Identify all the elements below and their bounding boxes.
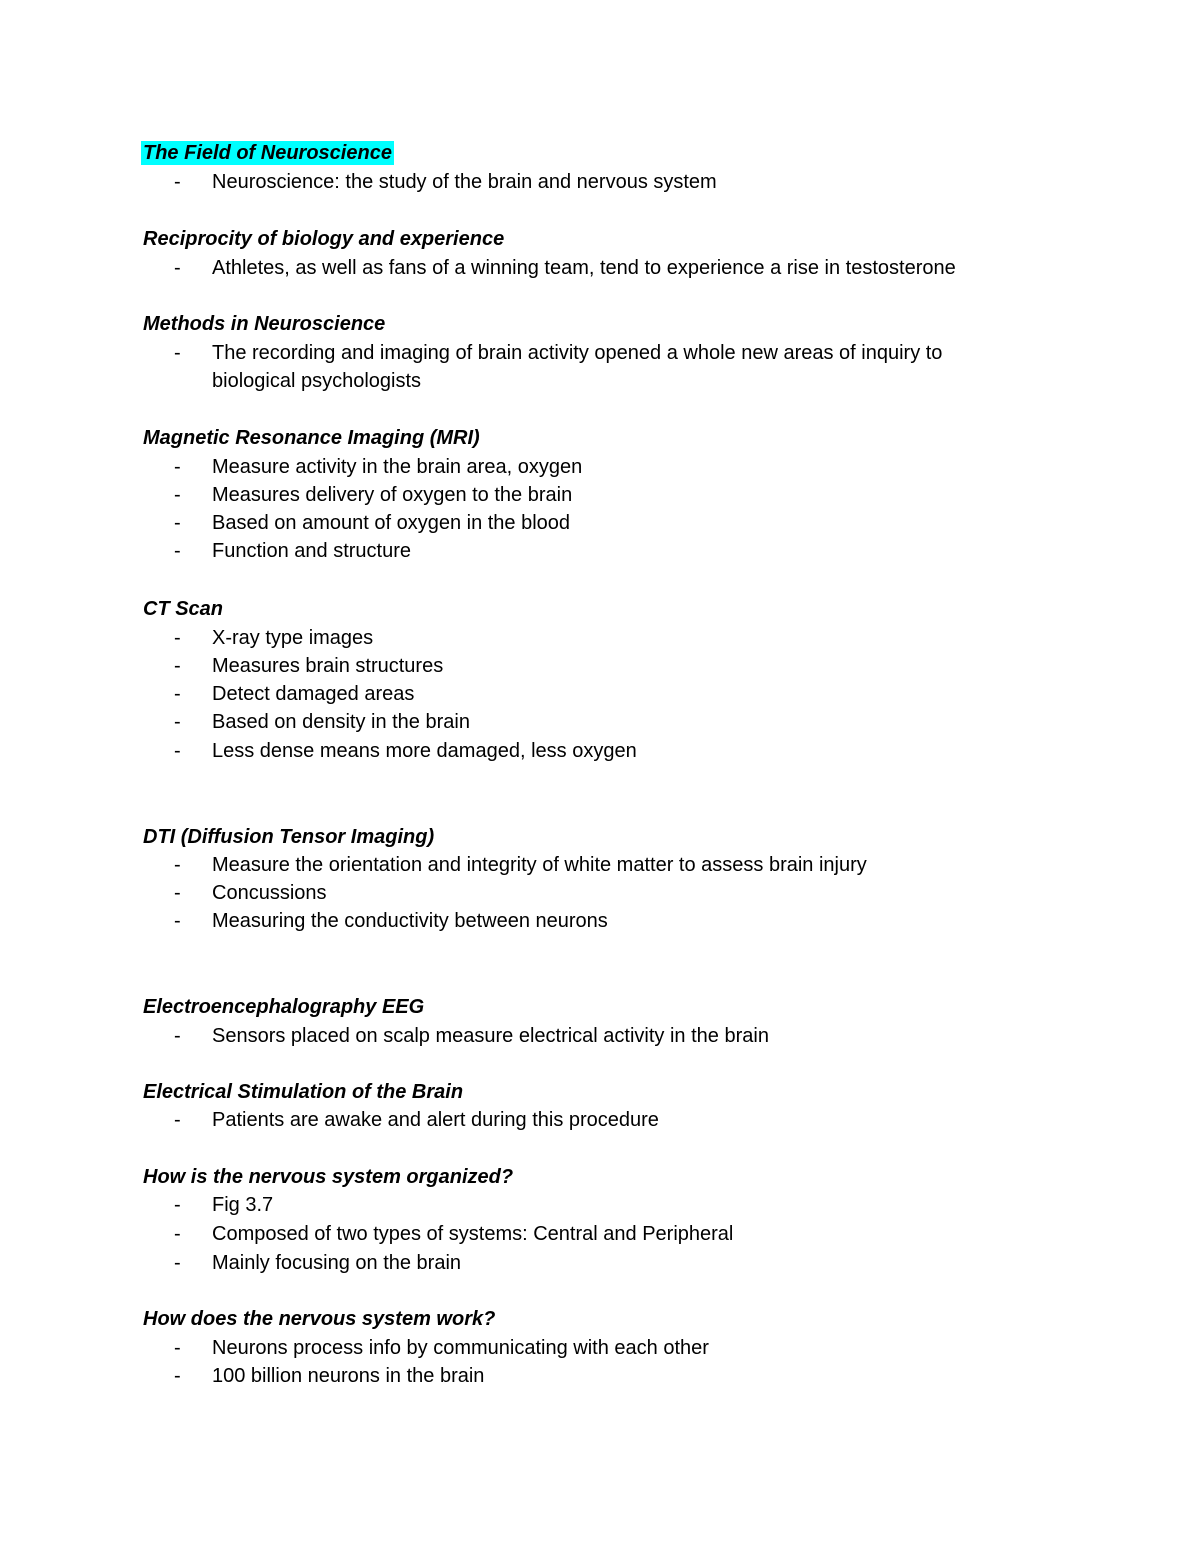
bullet-dash: - [174, 1109, 181, 1131]
section-heading: How does the nervous system work? [143, 1308, 496, 1330]
list-item-text: The recording and imaging of brain activity opened a whole new areas of inquiry to [212, 342, 943, 364]
list-item-text: Fig 3.7 [212, 1194, 274, 1216]
bullet-dash: - [174, 257, 181, 279]
bullet-dash: - [174, 711, 181, 733]
list-item-text: Neurons process info by communicating with each other [212, 1337, 709, 1359]
bullet-dash: - [174, 1365, 181, 1387]
section-heading: The Field of Neuroscience [143, 142, 392, 164]
list-item-text: Based on amount of oxygen in the blood [212, 512, 571, 534]
bullet-dash: - [174, 1252, 181, 1274]
section-heading: Reciprocity of biology and experience [143, 228, 505, 250]
bullet-dash: - [174, 342, 181, 364]
list-item-text: X-ray type images [212, 627, 374, 649]
list-item-text: biological psychologists [212, 370, 422, 392]
section-heading: How is the nervous system organized? [143, 1166, 514, 1188]
bullet-dash: - [174, 171, 181, 193]
list-item-text: Measuring the conductivity between neurons [212, 910, 608, 932]
list-item-text: Composed of two types of systems: Central and Peripheral [212, 1223, 734, 1245]
list-item-text: Measure activity in the brain area, oxygen [212, 456, 583, 478]
section-heading: CT Scan [143, 598, 224, 620]
bullet-dash: - [174, 1194, 181, 1216]
section-heading: Electrical Stimulation of the Brain [143, 1081, 464, 1103]
bullet-dash: - [174, 627, 181, 649]
list-item-text: Measures delivery of oxygen to the brain [212, 484, 573, 506]
bullet-dash: - [174, 456, 181, 478]
list-item-text: Mainly focusing on the brain [212, 1252, 462, 1274]
bullet-dash: - [174, 910, 181, 932]
list-item-text: Detect damaged areas [212, 683, 415, 705]
list-item-text: Based on density in the brain [212, 711, 470, 733]
list-item-text: Neuroscience: the study of the brain and nervous system [212, 171, 717, 193]
list-item-text: Function and structure [212, 540, 411, 562]
section-heading: Electroencephalography EEG [143, 996, 425, 1018]
list-item-text: Less dense means more damaged, less oxygen [212, 740, 637, 762]
section-heading: DTI (Diffusion Tensor Imaging) [143, 826, 435, 848]
list-item-text: Measure the orientation and integrity of white matter to assess brain injury [212, 854, 867, 876]
bullet-dash: - [174, 655, 181, 677]
bullet-dash: - [174, 683, 181, 705]
bullet-dash: - [174, 484, 181, 506]
bullet-dash: - [174, 1337, 181, 1359]
list-item-text: Measures brain structures [212, 655, 444, 677]
section-heading: Methods in Neuroscience [143, 313, 386, 335]
bullet-dash: - [174, 854, 181, 876]
section-heading: Magnetic Resonance Imaging (MRI) [143, 427, 480, 449]
bullet-dash: - [174, 512, 181, 534]
bullet-dash: - [174, 1025, 181, 1047]
list-item-text: Sensors placed on scalp measure electrical activity in the brain [212, 1025, 769, 1047]
bullet-dash: - [174, 1223, 181, 1245]
bullet-dash: - [174, 882, 181, 904]
bullet-dash: - [174, 740, 181, 762]
list-item-text: Patients are awake and alert during this procedure [212, 1109, 659, 1131]
list-item-text: Athletes, as well as fans of a winning team, tend to experience a rise in testosterone [212, 257, 956, 279]
list-item-text: 100 billion neurons in the brain [212, 1365, 485, 1387]
bullet-dash: - [174, 540, 181, 562]
list-item-text: Concussions [212, 882, 327, 904]
